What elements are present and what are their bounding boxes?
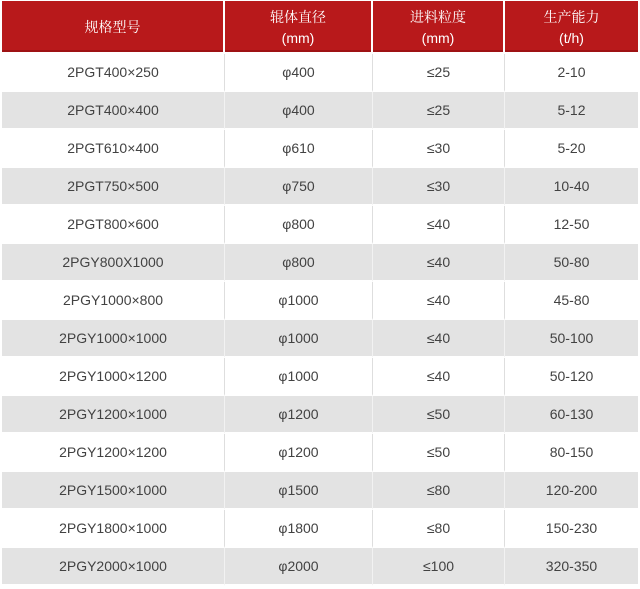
cell-capacity: 120-200 <box>505 472 638 510</box>
col-header-model <box>2 1 225 54</box>
table-row <box>2 396 638 434</box>
table-row <box>2 510 638 548</box>
cell-diameter: φ1000 <box>225 282 373 320</box>
cell-feed-size: ≤40 <box>373 320 505 358</box>
cell-feed-size: ≤40 <box>373 244 505 282</box>
col-header-model-title: 规格型号 <box>84 19 141 35</box>
table-row <box>2 54 638 92</box>
cell-model: 2PGT800×600 <box>2 206 225 244</box>
cell-capacity: 2-10 <box>505 54 638 92</box>
table-row <box>2 358 638 396</box>
cell-feed-size: ≤50 <box>373 434 505 472</box>
cell-capacity: 12-50 <box>505 206 638 244</box>
cell-diameter: φ400 <box>225 92 373 130</box>
spec-table <box>2 1 638 586</box>
cell-diameter: φ800 <box>225 206 373 244</box>
cell-feed-size: ≤25 <box>373 92 505 130</box>
cell-diameter: φ1200 <box>225 396 373 434</box>
col-header-feed-size-title: 进料粒度 <box>410 9 466 25</box>
cell-diameter: φ750 <box>225 168 373 206</box>
cell-capacity: 80-150 <box>505 434 638 472</box>
cell-capacity: 60-130 <box>505 396 638 434</box>
cell-model: 2PGY1000×1200 <box>2 358 225 396</box>
table-row <box>2 168 638 206</box>
cell-diameter: φ1000 <box>225 320 373 358</box>
cell-capacity: 45-80 <box>505 282 638 320</box>
cell-capacity: 10-40 <box>505 168 638 206</box>
cell-model: 2PGT400×400 <box>2 92 225 130</box>
cell-feed-size: ≤80 <box>373 472 505 510</box>
cell-diameter: φ610 <box>225 130 373 168</box>
col-header-capacity-unit: (t/h) <box>559 30 584 46</box>
col-header-capacity-title: 生产能力 <box>543 9 600 25</box>
col-header-feed-size-unit: (mm) <box>421 30 455 46</box>
table-row <box>2 130 638 168</box>
cell-diameter: φ400 <box>225 54 373 92</box>
cell-capacity: 50-80 <box>505 244 638 282</box>
table-row <box>2 548 638 586</box>
cell-feed-size: ≤100 <box>373 548 505 586</box>
cell-diameter: φ800 <box>225 244 373 282</box>
cell-diameter: φ2000 <box>225 548 373 586</box>
header-row <box>2 1 638 54</box>
cell-model: 2PGY800X1000 <box>2 244 225 282</box>
cell-diameter: φ1000 <box>225 358 373 396</box>
cell-model: 2PGT610×400 <box>2 130 225 168</box>
cell-diameter: φ1500 <box>225 472 373 510</box>
cell-model: 2PGT750×500 <box>2 168 225 206</box>
cell-feed-size: ≤30 <box>373 168 505 206</box>
cell-capacity: 150-230 <box>505 510 638 548</box>
cell-capacity: 50-120 <box>505 358 638 396</box>
cell-feed-size: ≤40 <box>373 282 505 320</box>
col-header-diameter-unit: (mm) <box>281 30 315 46</box>
cell-model: 2PGY1800×1000 <box>2 510 225 548</box>
cell-model: 2PGY1200×1000 <box>2 396 225 434</box>
table-row <box>2 244 638 282</box>
table-row <box>2 472 638 510</box>
cell-feed-size: ≤40 <box>373 206 505 244</box>
cell-capacity: 5-12 <box>505 92 638 130</box>
col-header-capacity <box>505 1 638 54</box>
table-row <box>2 92 638 130</box>
cell-diameter: φ1200 <box>225 434 373 472</box>
cell-feed-size: ≤80 <box>373 510 505 548</box>
cell-model: 2PGY1000×1000 <box>2 320 225 358</box>
cell-feed-size: ≤30 <box>373 130 505 168</box>
cell-feed-size: ≤40 <box>373 358 505 396</box>
cell-diameter: φ1800 <box>225 510 373 548</box>
cell-capacity: 320-350 <box>505 548 638 586</box>
cell-model: 2PGY1000×800 <box>2 282 225 320</box>
col-header-diameter <box>225 1 373 54</box>
cell-capacity: 5-20 <box>505 130 638 168</box>
cell-model: 2PGY1200×1200 <box>2 434 225 472</box>
cell-model: 2PGT400×250 <box>2 54 225 92</box>
col-header-feed-size <box>373 1 505 54</box>
cell-feed-size: ≤25 <box>373 54 505 92</box>
cell-model: 2PGY2000×1000 <box>2 548 225 586</box>
col-header-diameter-title: 辊体直径 <box>270 9 326 25</box>
table-row <box>2 320 638 358</box>
cell-model: 2PGY1500×1000 <box>2 472 225 510</box>
cell-capacity: 50-100 <box>505 320 638 358</box>
table-row <box>2 282 638 320</box>
cell-feed-size: ≤50 <box>373 396 505 434</box>
table-row <box>2 434 638 472</box>
table-row <box>2 206 638 244</box>
